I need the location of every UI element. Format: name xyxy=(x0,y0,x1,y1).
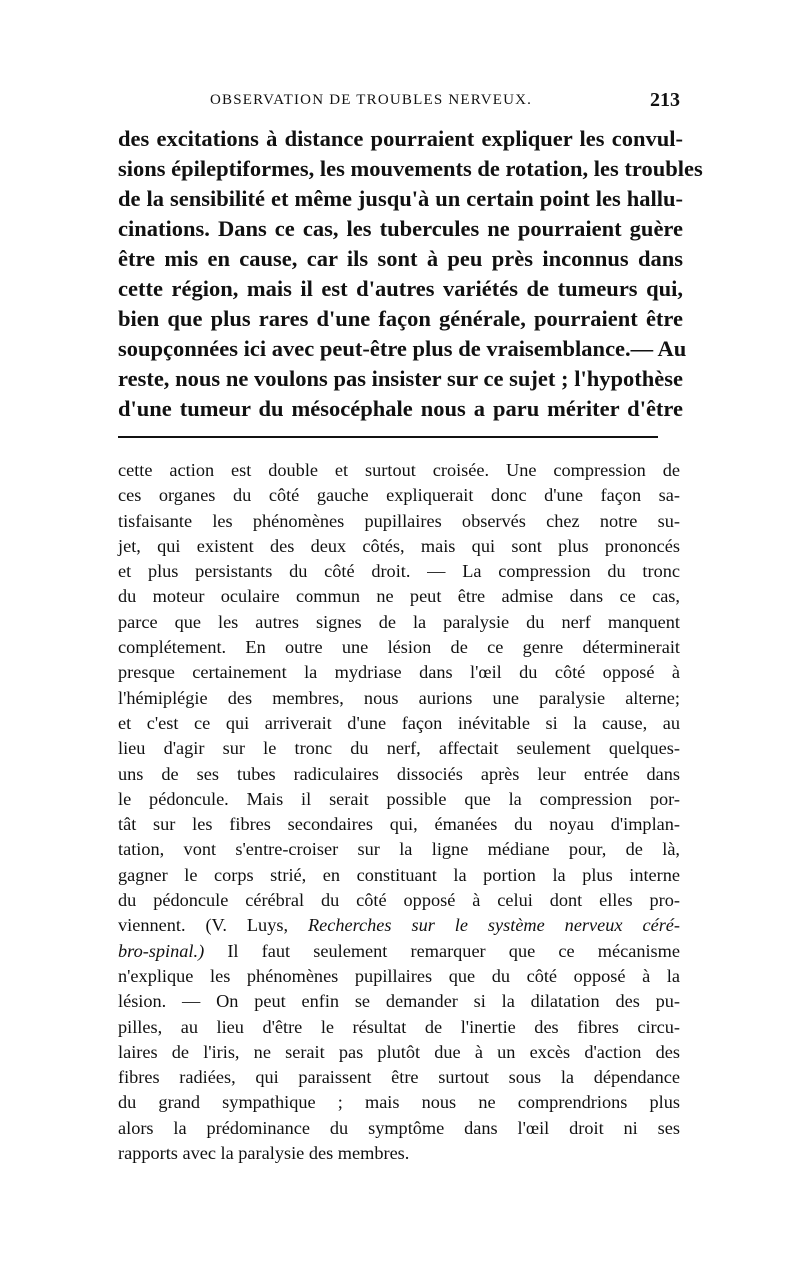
footnote-line: jet, qui existent des deux côtés, mais qui sont plus prononcés xyxy=(118,535,680,556)
text-line: bien que plus rares d'une façon générale, pourraient être xyxy=(118,306,683,331)
main-text-block xyxy=(118,124,703,424)
footnote-line: lésion. — On peut enfin se demander si la dilatation des pu- xyxy=(118,991,680,1012)
cited-work-title-end: bro-spinal.) xyxy=(118,940,205,961)
footnote-block xyxy=(118,458,680,1166)
footnote-line: complétement. En outre une lésion de ce genre déterminerait xyxy=(118,637,680,658)
footnote-line: le pédoncule. Mais il serait possible que la compression por- xyxy=(118,788,680,809)
footnote-line: tât sur les fibres secondaires qui, émanées du noyau d'implan- xyxy=(118,814,680,835)
footnote-line: tation, vont s'entre-croiser sur la ligne médiane pour, de là, xyxy=(118,839,680,860)
footnote-line: gagner le corps strié, en constituant la portion la plus interne xyxy=(118,864,680,885)
footnote-line: cette action est double et surtout croisée. Une compression de xyxy=(118,460,680,480)
footnote-line-with-citation xyxy=(118,939,680,964)
footnote-line: pilles, au lieu d'être le résultat de l'inertie des fibres circu- xyxy=(118,1016,680,1037)
citation-lead-in: viennent. (V. Luys, xyxy=(118,915,289,936)
footnote-separator-rule xyxy=(118,436,658,438)
text-line: reste, nous ne voulons pas insister sur ce sujet ; l'hypothèse xyxy=(118,366,683,391)
text-line: des excitations à distance pourraient expliquer les convul- xyxy=(118,126,683,151)
text-line: soupçonnées ici avec peut-être plus de vraisemblance.— Au xyxy=(118,336,687,361)
footnote-line: du grand sympathique ; mais nous ne comprendrions plus xyxy=(118,1092,680,1113)
footnote-line: du pédoncule cérébral du côté opposé à celui dont elles pro- xyxy=(118,890,680,911)
footnote-line: l'hémiplégie des membres, nous aurions une paralysie alterne; xyxy=(118,687,680,708)
running-head xyxy=(118,89,680,116)
text-line: être mis en cause, car ils sont à peu près inconnus dans xyxy=(118,246,683,271)
citation-continuation: Il faut seulement remarquer que ce mécanisme xyxy=(227,940,680,961)
footnote-line: rapports avec la paralysie des membres. xyxy=(118,1143,410,1164)
footnote-line: tisfaisante les phénomènes pupillaires observés chez notre su- xyxy=(118,510,680,531)
footnote-line: ces organes du côté gauche expliquerait donc d'une façon sa- xyxy=(118,485,680,506)
footnote-line: parce que les autres signes de la paralysie du nerf manquent xyxy=(118,611,680,632)
cited-work-title: Recherches sur le système nerveux céré- xyxy=(307,915,681,936)
footnote-line: et c'est ce qui arriverait d'une façon inévitable si la cause, au xyxy=(118,712,680,733)
footnote-line: uns de ses tubes radiculaires dissociés après leur entrée dans xyxy=(118,763,680,784)
footnote-line: alors la prédominance du symptôme dans l'œil droit ni ses xyxy=(118,1117,680,1138)
text-line: sions épileptiformes, les mouvements de rotation, les troubles xyxy=(118,156,703,181)
text-line: cette région, mais il est d'autres variétés de tumeurs qui, xyxy=(118,276,683,301)
footnote-line: du moteur oculaire commun ne peut être admise dans ce cas, xyxy=(118,586,680,607)
footnote-line: laires de l'iris, ne serait pas plutôt due à un excès d'action des xyxy=(118,1041,680,1062)
footnote-line: presque certainement la mydriase dans l'œil du côté opposé à xyxy=(118,662,680,683)
footnote-line: fibres radiées, qui paraissent être surtout sous la dépendance xyxy=(118,1067,680,1088)
running-title: OBSERVATION DE TROUBLES NERVEUX. xyxy=(210,92,533,108)
footnote-line: n'explique les phénomènes pupillaires que du côté opposé à la xyxy=(118,965,680,986)
page-number: 213 xyxy=(650,89,680,111)
footnote-line: et plus persistants du côté droit. — La compression du tronc xyxy=(118,561,680,582)
text-line: cinations. Dans ce cas, les tubercules ne pourraient guère xyxy=(118,216,683,241)
footnote-line-with-citation xyxy=(118,913,680,938)
text-line: d'une tumeur du mésocéphale nous a paru mériter d'être xyxy=(118,396,683,421)
text-line: de la sensibilité et même jusqu'à un certain point les hallu- xyxy=(118,186,683,211)
footnote-line: lieu d'agir sur le tronc du nerf, affectait seulement quelques- xyxy=(118,738,680,759)
